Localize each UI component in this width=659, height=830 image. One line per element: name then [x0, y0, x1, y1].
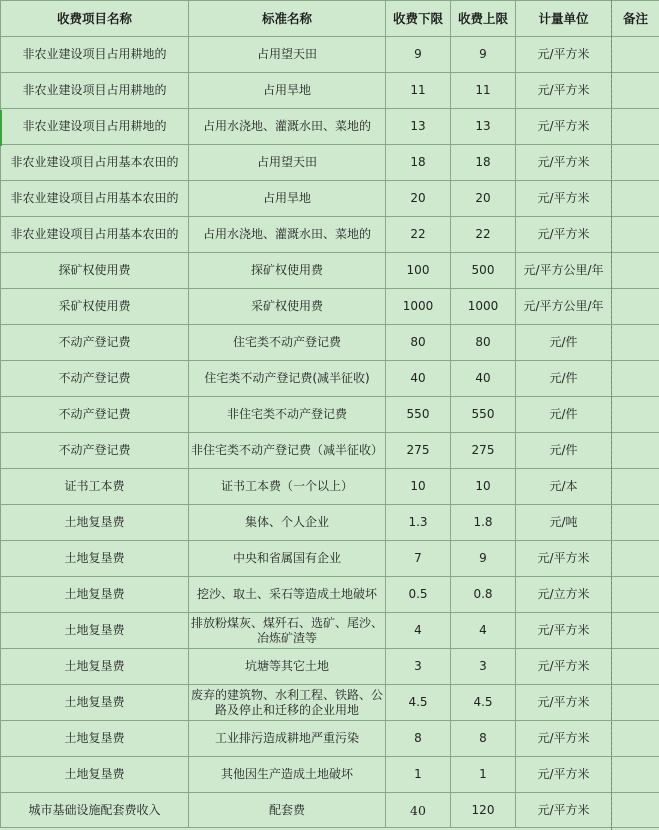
- cell-fee-max[interactable]: 1: [451, 757, 516, 793]
- cell-note[interactable]: [612, 37, 659, 73]
- cell-fee-min[interactable]: 550: [386, 397, 451, 433]
- cell-standard-name[interactable]: 占用旱地: [189, 181, 386, 217]
- cell-note[interactable]: [612, 613, 659, 649]
- cell-fee-min[interactable]: 40: [386, 361, 451, 397]
- table-row: [1, 217, 659, 253]
- cell-unit[interactable]: 元/平方米: [516, 757, 612, 793]
- cell-unit[interactable]: 元/平方米: [516, 685, 612, 721]
- table-row: [1, 613, 659, 649]
- column-split-line: [611, 0, 612, 830]
- cell-item-name[interactable]: 土地复垦费: [1, 649, 189, 685]
- table-row: [1, 361, 659, 397]
- cell-note[interactable]: [612, 505, 659, 541]
- table-body: [1, 37, 659, 828]
- cell-note[interactable]: [612, 721, 659, 757]
- cell-note[interactable]: [612, 361, 659, 397]
- cell-item-name[interactable]: 土地复垦费: [1, 613, 189, 649]
- cell-item-name[interactable]: 非农业建设项目占用耕地的: [1, 109, 189, 145]
- cell-item-name[interactable]: 不动产登记费: [1, 397, 189, 433]
- cell-unit[interactable]: 元/平方米: [516, 109, 612, 145]
- cell-fee-max[interactable]: 120: [451, 793, 516, 828]
- cell-fee-min[interactable]: 1: [386, 757, 451, 793]
- cell-fee-max[interactable]: 22: [451, 217, 516, 253]
- cell-standard-name[interactable]: 占用旱地: [189, 73, 386, 109]
- cell-item-name[interactable]: 不动产登记费: [1, 361, 189, 397]
- cell-note[interactable]: [612, 325, 659, 361]
- cell-note[interactable]: [612, 145, 659, 181]
- cell-item-name[interactable]: 不动产登记费: [1, 325, 189, 361]
- cell-unit[interactable]: 元/件: [516, 361, 612, 397]
- cell-fee-min[interactable]: 8: [386, 721, 451, 757]
- cell-standard-name[interactable]: 探矿权使用费: [189, 253, 386, 289]
- cell-note[interactable]: [612, 217, 659, 253]
- cell-note[interactable]: [612, 253, 659, 289]
- cell-fee-max[interactable]: 18: [451, 145, 516, 181]
- cell-item-name[interactable]: 采矿权使用费: [1, 289, 189, 325]
- cell-standard-name[interactable]: 住宅类不动产登记费: [189, 325, 386, 361]
- cell-fee-max[interactable]: 4.5: [451, 685, 516, 721]
- cell-fee-min[interactable]: 3: [386, 649, 451, 685]
- cell-unit[interactable]: 元/平方公里/年: [516, 289, 612, 325]
- cell-item-name[interactable]: 非农业建设项目占用耕地的: [1, 37, 189, 73]
- cell-fee-min[interactable]: 10: [386, 469, 451, 505]
- header-standard-name[interactable]: 标准名称: [189, 1, 386, 37]
- cell-fee-min[interactable]: 20: [386, 181, 451, 217]
- cell-item-name[interactable]: 土地复垦费: [1, 721, 189, 757]
- cell-unit[interactable]: 元/平方米: [516, 145, 612, 181]
- cell-fee-max[interactable]: 1.8: [451, 505, 516, 541]
- cell-unit[interactable]: 元/平方米: [516, 649, 612, 685]
- cell-note[interactable]: [612, 73, 659, 109]
- table-row: [1, 37, 659, 73]
- cell-standard-name[interactable]: 集体、个人企业: [189, 505, 386, 541]
- cell-item-name[interactable]: 证书工本费: [1, 469, 189, 505]
- cell-note[interactable]: [612, 577, 659, 613]
- cell-standard-name[interactable]: 住宅类不动产登记费(减半征收): [189, 361, 386, 397]
- table-row: [1, 757, 659, 793]
- cell-standard-name[interactable]: 占用望天田: [189, 145, 386, 181]
- cell-standard-name[interactable]: 占用水浇地、灌溉水田、菜地的: [189, 217, 386, 253]
- cell-standard-name[interactable]: 采矿权使用费: [189, 289, 386, 325]
- cell-standard-name[interactable]: 证书工本费（一个以上）: [189, 469, 386, 505]
- cell-fee-min[interactable]: 100: [386, 253, 451, 289]
- cell-note[interactable]: [612, 109, 659, 145]
- cell-fee-min[interactable]: 40: [386, 793, 451, 828]
- cell-note[interactable]: [612, 469, 659, 505]
- table-row: [1, 541, 659, 577]
- cell-unit[interactable]: 元/件: [516, 397, 612, 433]
- cell-unit[interactable]: 元/本: [516, 469, 612, 505]
- cell-fee-min[interactable]: 1.3: [386, 505, 451, 541]
- cell-unit[interactable]: 元/吨: [516, 505, 612, 541]
- table-row: [1, 505, 659, 541]
- table-row: [1, 685, 659, 721]
- cell-unit[interactable]: 元/立方米: [516, 577, 612, 613]
- cell-note[interactable]: [612, 685, 659, 721]
- cell-unit[interactable]: 元/平方公里/年: [516, 253, 612, 289]
- cell-fee-max[interactable]: 3: [451, 649, 516, 685]
- cell-fee-max[interactable]: 500: [451, 253, 516, 289]
- header-fee-min[interactable]: 收费下限: [386, 1, 451, 37]
- cell-fee-max[interactable]: 0.8: [451, 577, 516, 613]
- cell-standard-name[interactable]: 废弃的建筑物、水利工程、铁路、公路及停止和迁移的企业用地: [189, 685, 386, 721]
- cell-item-name[interactable]: 探矿权使用费: [1, 253, 189, 289]
- table-row: [1, 793, 659, 828]
- cell-item-name[interactable]: 土地复垦费: [1, 577, 189, 613]
- active-cell-marker: [0, 110, 2, 146]
- table-row: [1, 721, 659, 757]
- cell-unit[interactable]: 元/件: [516, 325, 612, 361]
- cell-note[interactable]: [612, 181, 659, 217]
- cell-fee-min[interactable]: 4.5: [386, 685, 451, 721]
- cell-standard-name[interactable]: 中央和省属国有企业: [189, 541, 386, 577]
- cell-unit[interactable]: 元/件: [516, 433, 612, 469]
- cell-unit[interactable]: 元/平方米: [516, 613, 612, 649]
- table-row: [1, 289, 659, 325]
- cell-fee-min[interactable]: 7: [386, 541, 451, 577]
- cell-standard-name[interactable]: 占用水浇地、灌溉水田、菜地的: [189, 109, 386, 145]
- cell-standard-name[interactable]: 配套费: [189, 793, 386, 828]
- cell-item-name[interactable]: 非农业建设项目占用基本农田的: [1, 145, 189, 181]
- header-unit[interactable]: 计量单位: [516, 1, 612, 37]
- cell-fee-min[interactable]: 18: [386, 145, 451, 181]
- cell-item-name[interactable]: 土地复垦费: [1, 757, 189, 793]
- table-row: [1, 145, 659, 181]
- cell-note[interactable]: [612, 649, 659, 685]
- cell-item-name[interactable]: 不动产登记费: [1, 433, 189, 469]
- cell-fee-max[interactable]: 1000: [451, 289, 516, 325]
- cell-fee-max[interactable]: 10: [451, 469, 516, 505]
- cell-standard-name[interactable]: 排放粉煤灰、煤歼石、选矿、尾沙、冶炼矿渣等: [189, 613, 386, 649]
- table-row: [1, 397, 659, 433]
- table-row: [1, 181, 659, 217]
- cell-standard-name[interactable]: 非住宅类不动产登记费: [189, 397, 386, 433]
- table-row: [1, 253, 659, 289]
- cell-note[interactable]: [612, 793, 659, 828]
- cell-fee-max[interactable]: 40: [451, 361, 516, 397]
- cell-unit[interactable]: 元/平方米: [516, 217, 612, 253]
- cell-unit[interactable]: 元/平方米: [516, 793, 612, 828]
- header-item-name[interactable]: 收费项目名称: [1, 1, 189, 37]
- cell-unit[interactable]: 元/平方米: [516, 721, 612, 757]
- cell-standard-name[interactable]: 挖沙、取土、采石等造成土地破坏: [189, 577, 386, 613]
- table-row: [1, 469, 659, 505]
- cell-note[interactable]: [612, 757, 659, 793]
- cell-fee-max[interactable]: 4: [451, 613, 516, 649]
- cell-fee-min[interactable]: 4: [386, 613, 451, 649]
- cell-standard-name[interactable]: 其他因生产造成土地破坏: [189, 757, 386, 793]
- cell-item-name[interactable]: 土地复垦费: [1, 505, 189, 541]
- cell-note[interactable]: [612, 397, 659, 433]
- cell-note[interactable]: [612, 289, 659, 325]
- table-row: [1, 109, 659, 145]
- cell-fee-min[interactable]: 275: [386, 433, 451, 469]
- cell-fee-max[interactable]: 13: [451, 109, 516, 145]
- cell-fee-min[interactable]: 80: [386, 325, 451, 361]
- table-row: [1, 433, 659, 469]
- cell-fee-min[interactable]: 1000: [386, 289, 451, 325]
- cell-standard-name[interactable]: 工业排污造成耕地严重污染: [189, 721, 386, 757]
- cell-item-name[interactable]: 土地复垦费: [1, 685, 189, 721]
- table-row: [1, 325, 659, 361]
- header-row: [1, 1, 659, 37]
- cell-fee-max[interactable]: 11: [451, 73, 516, 109]
- cell-fee-min[interactable]: 9: [386, 37, 451, 73]
- cell-fee-max[interactable]: 9: [451, 37, 516, 73]
- cell-fee-max[interactable]: 8: [451, 721, 516, 757]
- cell-unit[interactable]: 元/平方米: [516, 181, 612, 217]
- cell-unit[interactable]: 元/平方米: [516, 73, 612, 109]
- cell-unit[interactable]: 元/平方米: [516, 37, 612, 73]
- cell-fee-max[interactable]: 9: [451, 541, 516, 577]
- header-fee-max[interactable]: 收费上限: [451, 1, 516, 37]
- cell-item-name[interactable]: 非农业建设项目占用基本农田的: [1, 217, 189, 253]
- cell-item-name[interactable]: 土地复垦费: [1, 541, 189, 577]
- cell-fee-min[interactable]: 13: [386, 109, 451, 145]
- cell-fee-min[interactable]: 22: [386, 217, 451, 253]
- table-row: [1, 577, 659, 613]
- table-row: [1, 73, 659, 109]
- cell-standard-name[interactable]: 坑塘等其它土地: [189, 649, 386, 685]
- cell-note[interactable]: [612, 433, 659, 469]
- cell-item-name[interactable]: 非农业建设项目占用耕地的: [1, 73, 189, 109]
- cell-unit[interactable]: 元/平方米: [516, 541, 612, 577]
- header-note[interactable]: 备注: [612, 1, 659, 37]
- cell-fee-min[interactable]: 0.5: [386, 577, 451, 613]
- cell-item-name[interactable]: 非农业建设项目占用基本农田的: [1, 181, 189, 217]
- cell-item-name[interactable]: 城市基础设施配套费收入: [1, 793, 189, 828]
- table-row: [1, 649, 659, 685]
- cell-standard-name[interactable]: 非住宅类不动产登记费（减半征收）: [189, 433, 386, 469]
- cell-note[interactable]: [612, 541, 659, 577]
- cell-fee-max[interactable]: 20: [451, 181, 516, 217]
- cell-standard-name[interactable]: 占用望天田: [189, 37, 386, 73]
- cell-fee-min[interactable]: 11: [386, 73, 451, 109]
- cell-fee-max[interactable]: 80: [451, 325, 516, 361]
- cell-fee-max[interactable]: 275: [451, 433, 516, 469]
- cell-fee-max[interactable]: 550: [451, 397, 516, 433]
